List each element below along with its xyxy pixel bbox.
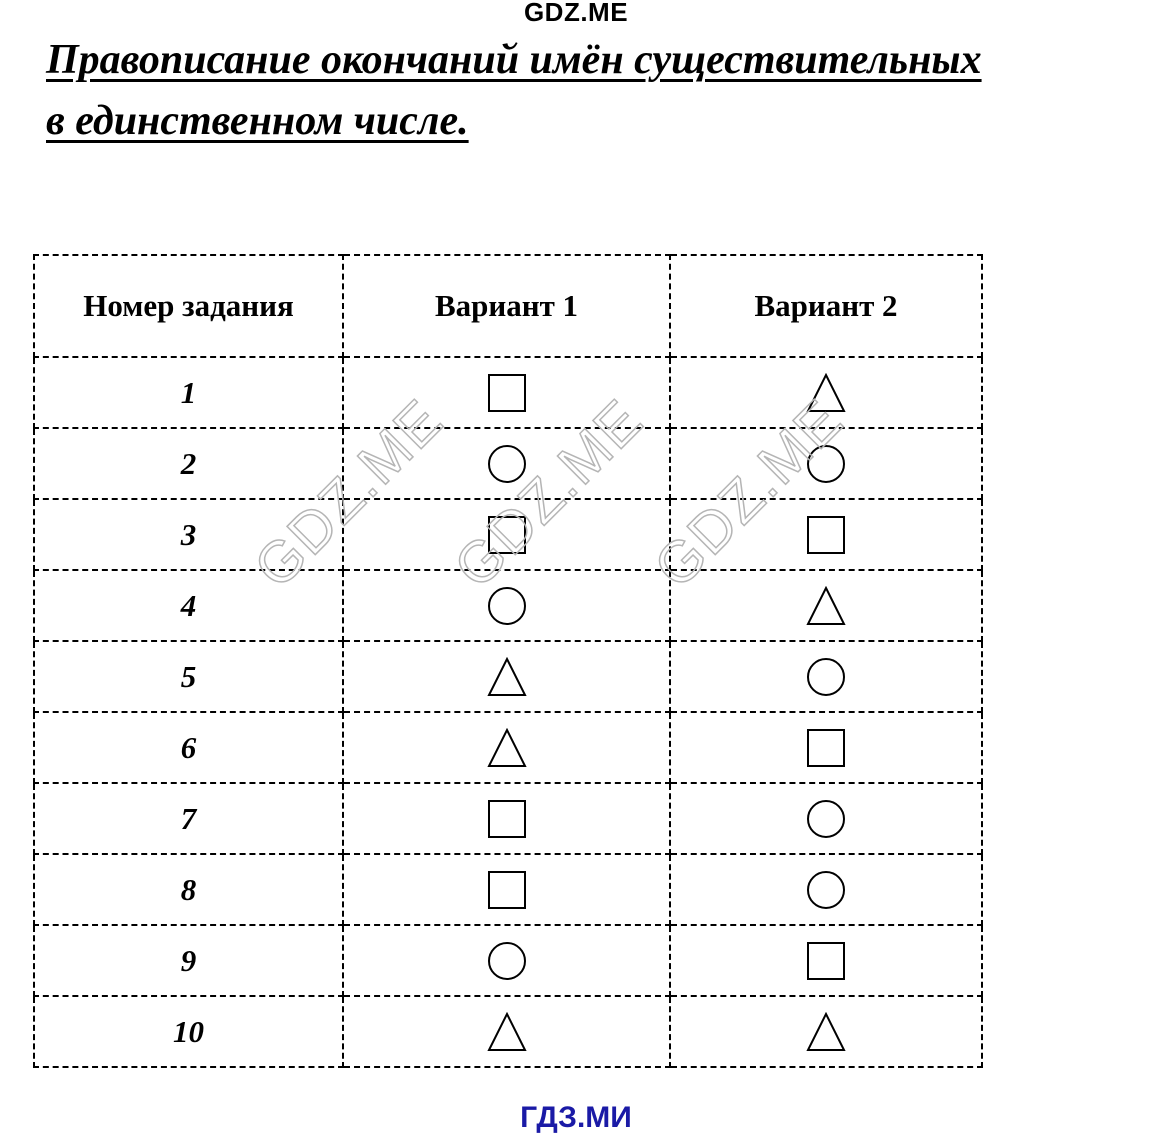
square-icon [806,941,846,981]
circle-icon [487,586,527,626]
variant-1-cell [343,499,670,570]
page-title-line-1: Правописание окончаний имён существительных [46,37,982,83]
table-row [34,357,982,428]
watermark-2: GDZ.ME [441,386,656,601]
task-number: 7 [34,783,343,854]
task-number: 2 [34,428,343,499]
variant-2-cell [670,357,982,428]
square-icon [487,373,527,413]
header-variant-2: Вариант 2 [670,255,982,357]
task-number: 8 [34,854,343,925]
variant-1-cell [343,996,670,1067]
task-number: 1 [34,357,343,428]
variant-2-cell [670,783,982,854]
task-number: 10 [34,996,343,1067]
circle-icon [806,657,846,697]
triangle-icon [487,657,527,697]
watermark-3: GDZ.ME [641,386,856,601]
header-variant-1: Вариант 1 [343,255,670,357]
answers-table [33,254,983,1068]
table-row [34,641,982,712]
variant-1-cell [343,428,670,499]
triangle-icon [487,1012,527,1052]
variant-1-cell [343,925,670,996]
table-row [34,712,982,783]
variant-2-cell [670,428,982,499]
square-icon [487,799,527,839]
variant-1-cell [343,570,670,641]
table-header-row [34,255,982,357]
task-number: 5 [34,641,343,712]
circle-icon [806,870,846,910]
table-row [34,925,982,996]
site-footer-link[interactable]: ГДЗ.МИ [520,1101,632,1134]
variant-1-cell [343,357,670,428]
variant-1-cell [343,712,670,783]
variant-2-cell [670,499,982,570]
triangle-icon [487,728,527,768]
triangle-icon [806,373,846,413]
task-number: 3 [34,499,343,570]
table-row [34,783,982,854]
task-number: 4 [34,570,343,641]
variant-2-cell [670,925,982,996]
variant-2-cell [670,570,982,641]
site-header-logo: GDZ.ME [523,0,629,27]
variant-1-cell [343,854,670,925]
header-task-number: Номер задания [34,255,343,357]
variant-2-cell [670,854,982,925]
table-row [34,570,982,641]
table-row [34,854,982,925]
square-icon [806,515,846,555]
square-icon [806,728,846,768]
page-title-line-2: в единственном числе. [46,98,469,144]
square-icon [487,870,527,910]
task-number: 6 [34,712,343,783]
task-number: 9 [34,925,343,996]
variant-2-cell [670,712,982,783]
variant-1-cell [343,641,670,712]
table-row [34,996,982,1067]
variant-2-cell [670,996,982,1067]
circle-icon [806,444,846,484]
watermark-1: GDZ.ME [241,386,456,601]
triangle-icon [806,1012,846,1052]
table-row [34,428,982,499]
circle-icon [487,941,527,981]
variant-1-cell [343,783,670,854]
page-title [46,30,1126,152]
table-row [34,499,982,570]
circle-icon [806,799,846,839]
square-icon [487,515,527,555]
circle-icon [487,444,527,484]
variant-2-cell [670,641,982,712]
triangle-icon [806,586,846,626]
